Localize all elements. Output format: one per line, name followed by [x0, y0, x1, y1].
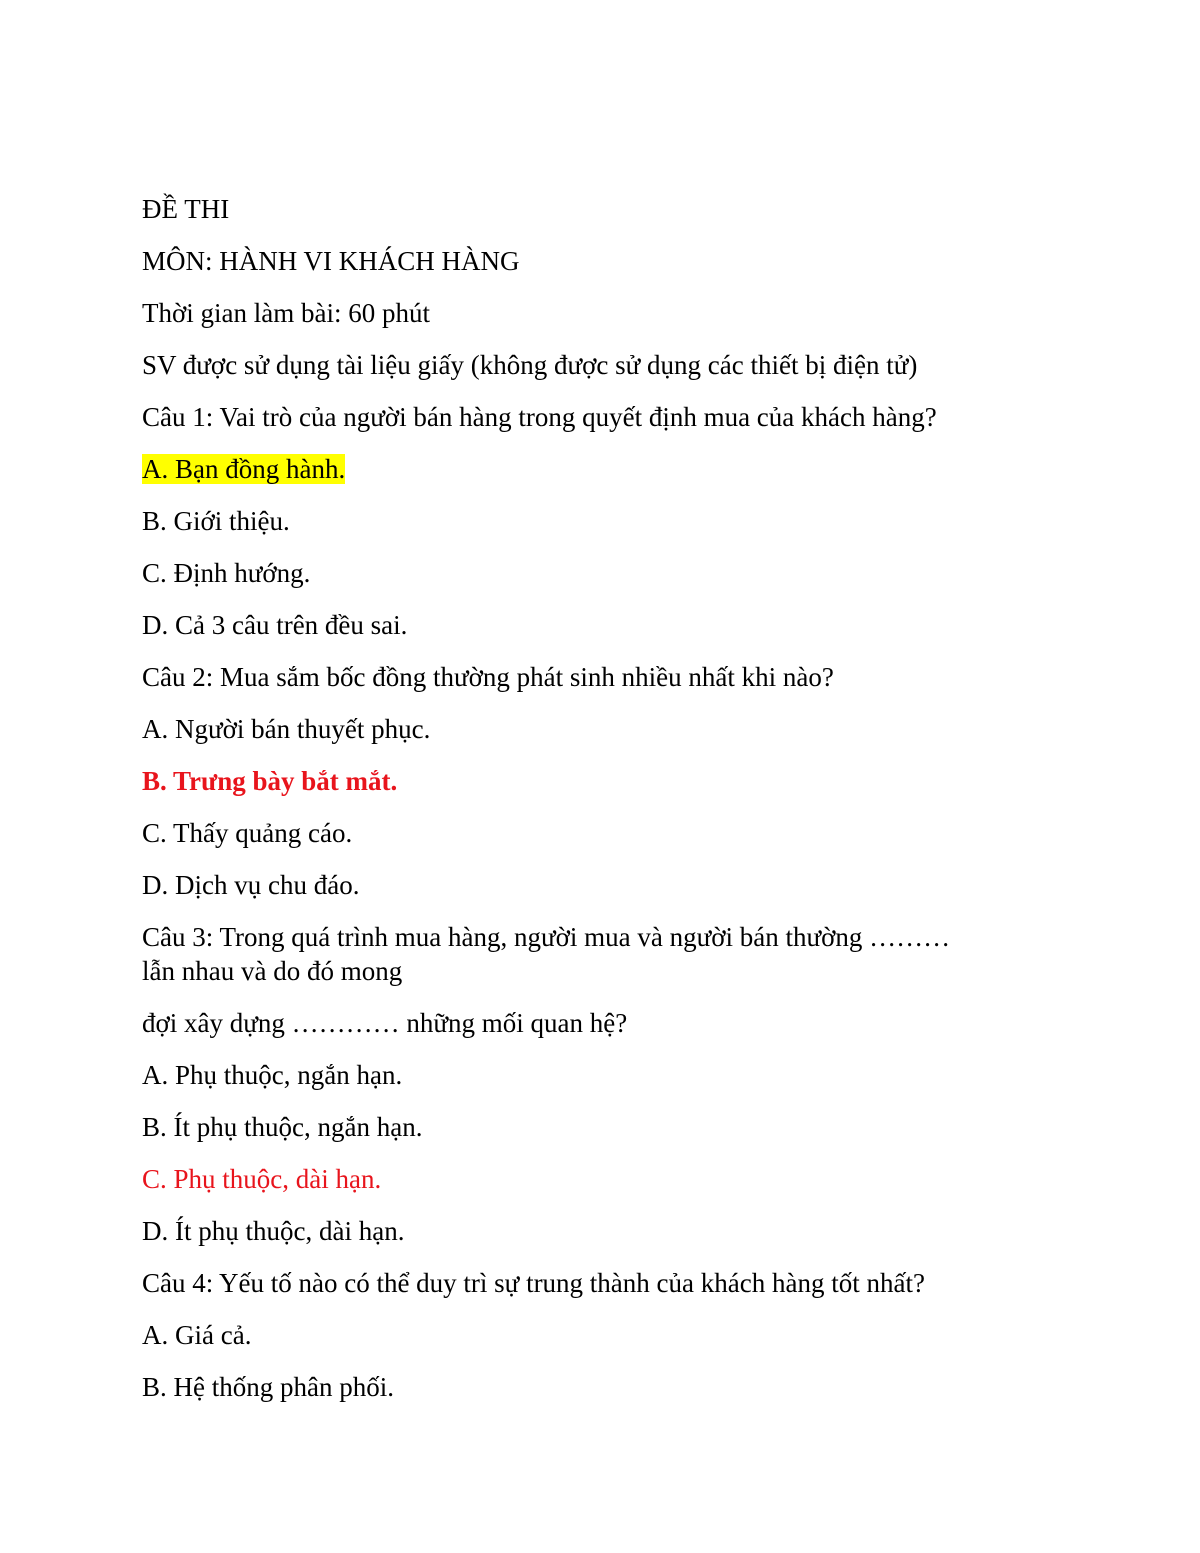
question-2-option-c: C. Thấy quảng cáo. — [142, 818, 353, 848]
question-3 — [142, 920, 1042, 988]
question-2: Câu 2: Mua sắm bốc đồng thường phát sinh nhiều nhất khi nào? — [142, 662, 834, 692]
exam-title: ĐỀ THI — [142, 194, 230, 224]
exam-subject: MÔN: HÀNH VI KHÁCH HÀNG — [142, 246, 520, 276]
question-4-option-b: B. Hệ thống phân phối. — [142, 1372, 394, 1402]
question-1: Câu 1: Vai trò của người bán hàng trong quyết định mua của khách hàng? — [142, 402, 937, 432]
exam-note: SV được sử dụng tài liệu giấy (không được sử dụng các thiết bị điện tử) — [142, 350, 918, 380]
question-2-option-b: B. Trưng bày bắt mắt. — [142, 766, 398, 796]
answer-highlight: A. Bạn đồng hành. — [142, 454, 346, 484]
question-3-line-3: đợi xây dựng ………… những mối quan hệ? — [142, 1008, 628, 1038]
question-3-option-d: D. Ít phụ thuộc, dài hạn. — [142, 1216, 405, 1246]
question-1-option-d: D. Cả 3 câu trên đều sai. — [142, 610, 408, 640]
question-3-line-2: lẫn nhau và do đó mong — [142, 956, 403, 986]
question-4-option-a: A. Giá cả. — [142, 1320, 252, 1350]
question-3-option-a: A. Phụ thuộc, ngắn hạn. — [142, 1060, 403, 1090]
question-3-option-c: C. Phụ thuộc, dài hạn. — [142, 1164, 382, 1194]
question-1-option-b: B. Giới thiệu. — [142, 506, 290, 536]
question-4: Câu 4: Yếu tố nào có thể duy trì sự trung thành của khách hàng tốt nhất? — [142, 1268, 925, 1298]
document-body — [142, 192, 1042, 1422]
question-1-option-c: C. Định hướng. — [142, 558, 311, 588]
exam-duration: Thời gian làm bài: 60 phút — [142, 298, 430, 328]
question-2-option-a: A. Người bán thuyết phục. — [142, 714, 431, 744]
question-2-option-d: D. Dịch vụ chu đáo. — [142, 870, 360, 900]
question-3-option-b: B. Ít phụ thuộc, ngắn hạn. — [142, 1112, 423, 1142]
question-1-option-a — [142, 452, 1042, 486]
question-3-line-1: Câu 3: Trong quá trình mua hàng, người mua và người bán thường ……… — [142, 922, 951, 952]
